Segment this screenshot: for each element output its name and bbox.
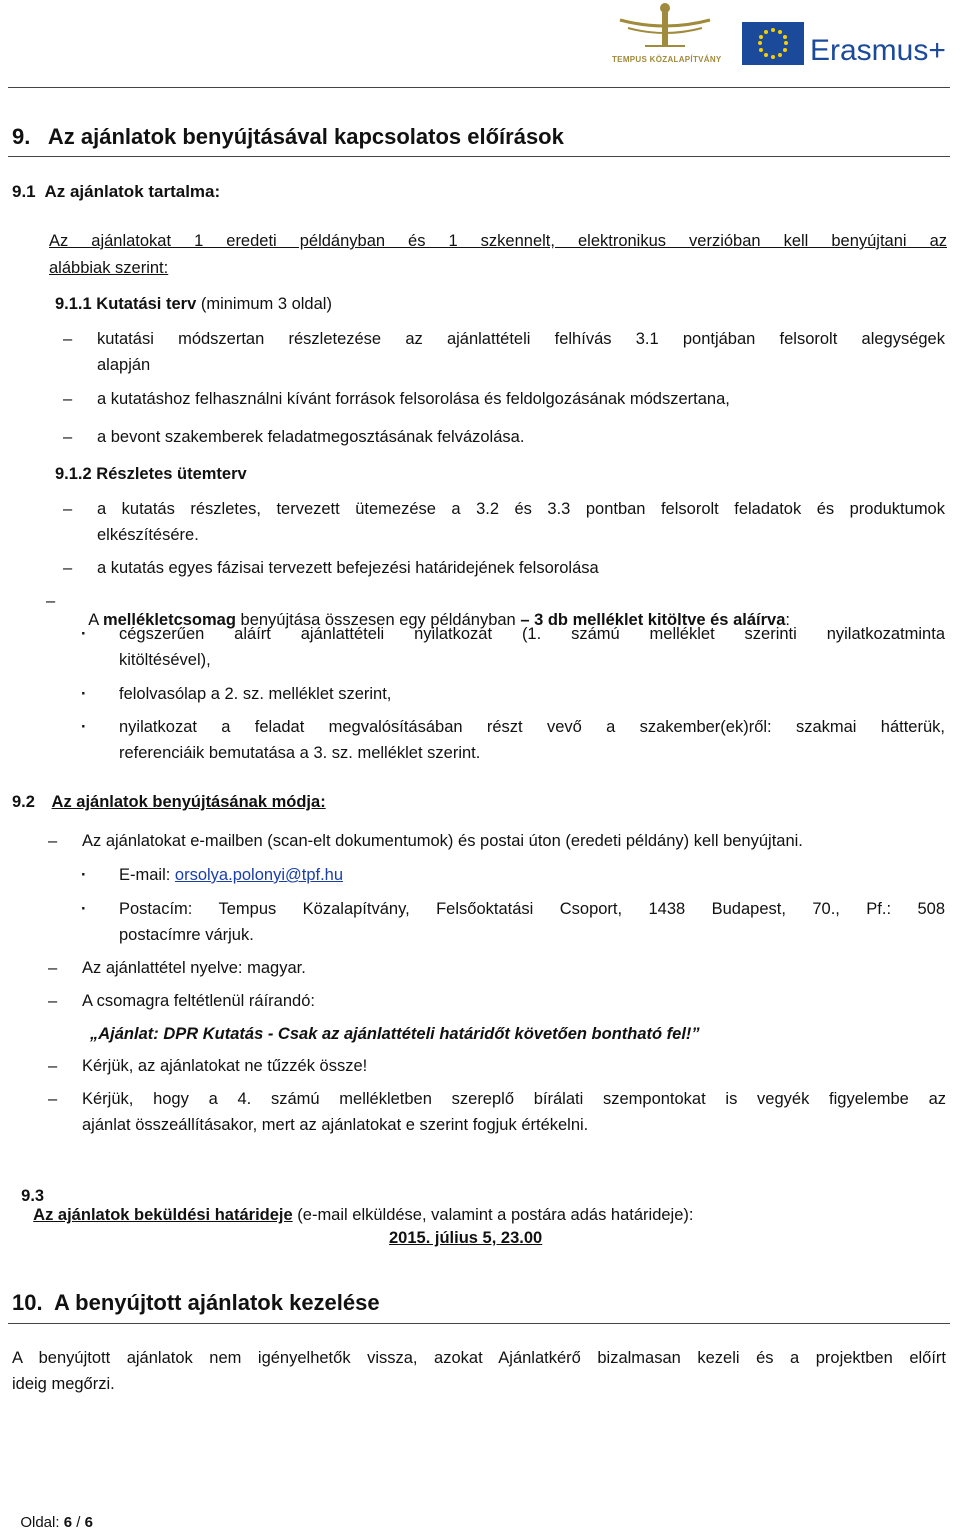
footer-page: 6 <box>63 1514 73 1531</box>
section-9-3-note: (e-mail elküldése, valamint a postára adás határideje): <box>292 1206 694 1224</box>
erasmus-logo-text: Erasmus+ <box>810 34 946 67</box>
list-item: – a kutatás egyes fázisai tervezett befejezési határidejének felsorolása <box>97 559 599 578</box>
email-line <box>119 866 343 885</box>
email-label: E-mail: <box>119 866 175 884</box>
section-9-1-2-heading <box>55 465 247 484</box>
attach-mid: benyújtása összesen egy példányban <box>235 611 521 629</box>
section-9-1-1-num: 9.1.1 <box>55 295 92 313</box>
section-9-1-2-title: Részletes ütemterv <box>96 465 247 483</box>
section-9-rule <box>8 156 950 157</box>
list-item-cont: elkészítésére. <box>97 526 199 544</box>
email-link[interactable]: orsolya.polonyi@tpf.hu <box>174 866 344 884</box>
page-footer <box>12 1497 93 1531</box>
section-10-paragraph-l1: A benyújtott ajánlatok nem igényelhetők vissza, azokat Ajánlatkérő bizalmasan kezeli és a projektben előírt <box>12 1349 946 1367</box>
section-9-1-intro-l2: alábbiak szerint: <box>49 259 169 277</box>
footer-total: 6 <box>84 1514 93 1531</box>
section-10-title: 10. A benyújtott ajánlatok kezelése <box>12 1290 380 1315</box>
list-item: – a kutatás részletes, tervezett ütemezése a 3.2 és 3.3 pontban felsorolt feladatok és produktumok <box>97 500 945 519</box>
list-item: · Postacím: Tempus Közalapítvány, Felsőoktatási Csoport, 1438 Budapest, 70., Pf.: 508 <box>119 900 945 919</box>
footer-label: Oldal: <box>20 1514 64 1531</box>
section-9-2-title: Az ajánlatok benyújtásának módja: <box>51 793 326 811</box>
section-9-1-title: 9.1 Az ajánlatok tartalma: <box>12 182 221 201</box>
header-rule <box>8 87 950 88</box>
attach-bold-1: mellékletcsomag <box>102 611 236 629</box>
tempus-logo <box>600 0 730 70</box>
section-9-title: 9. Az ajánlatok benyújtásával kapcsolatos előírások <box>12 124 564 149</box>
attach-bold-2: – 3 db melléklet kitöltve és aláírva <box>520 611 786 629</box>
list-item: – a kutatáshoz felhasználni kívánt források felsorolása és feldolgozásának módszertana, <box>97 390 730 409</box>
deadline: 2015. július 5, 23.00 <box>389 1229 543 1247</box>
attach-post: : <box>785 611 790 629</box>
list-item: · felolvasólap a 2. sz. melléklet szerint, <box>119 685 391 704</box>
list-item: – Kérjük, az ajánlatokat ne tűzzék össze! <box>82 1057 367 1076</box>
list-item: – a bevont szakemberek feladatmegosztásának felvázolása. <box>97 428 524 447</box>
list-item-cont: ajánlat összeállításakor, mert az ajánlatokat e szerint fogjuk értékelni. <box>82 1116 589 1134</box>
section-9-3-heading <box>12 1168 693 1225</box>
footer-sep: / <box>72 1514 85 1531</box>
attach-pre: A <box>88 611 103 629</box>
list-item: – Az ajánlattétel nyelve: magyar. <box>82 959 306 978</box>
section-10-paragraph-l2: ideig megőrzi. <box>12 1375 115 1393</box>
section-9-1-2-num: 9.1.2 <box>55 465 92 483</box>
section-10-rule <box>8 1323 950 1324</box>
list-item: – kutatási módszertan részletezése az ajánlattételi felhívás 3.1 pontjában felsorolt alegységek <box>97 330 945 349</box>
section-9-2-num: 9.2 <box>12 793 35 811</box>
list-item: – Az ajánlatokat e-mailben (scan-elt dokumentumok) és postai úton (eredeti példány) kell benyújtani. <box>82 832 803 851</box>
section-9-1-1-heading <box>55 295 332 314</box>
section-9-3-title: Az ajánlatok beküldési határideje <box>33 1206 293 1224</box>
package-label-text: „Ajánlat: DPR Kutatás - Csak az ajánlattételi határidőt követően bontható fel!” <box>90 1025 700 1043</box>
section-9-1-intro-l1: Az ajánlatokat 1 eredeti példányban és 1 szkennelt, elektronikus verzióban kell benyújtani az <box>49 232 947 250</box>
section-9-2-heading <box>12 793 326 812</box>
list-item: – A csomagra feltétlenül ráírandó: <box>82 992 315 1011</box>
list-item: – Kérjük, hogy a 4. számú mellékletben szereplő bírálati szempontokat is vegyék figyelembe az <box>82 1090 946 1109</box>
list-item-cont: postacímre várjuk. <box>119 926 254 944</box>
eu-flag-icon <box>742 22 804 65</box>
section-9-1-1-note: (minimum 3 oldal) <box>196 295 332 313</box>
list-item-cont: alapján <box>97 356 151 374</box>
list-item-cont: kitöltésével), <box>119 651 211 669</box>
section-9-3-num: 9.3 <box>21 1187 45 1205</box>
list-item: · nyilatkozat a feladat megvalósításában részt vevő a szakember(ek)ről: szakmai hátterük, <box>119 718 945 737</box>
list-item: · cégszerűen aláírt ajánlattételi nyilatkozat (1. számú melléklet szerinti nyilatkozatminta <box>119 625 945 644</box>
tempus-logo-text: TEMPUS KÖZALAPÍTVÁNY <box>612 55 722 64</box>
list-item-cont: referenciáik bemutatása a 3. sz. melléklet szerint. <box>119 744 481 762</box>
section-9-1-1-title: Kutatási terv <box>96 295 197 313</box>
